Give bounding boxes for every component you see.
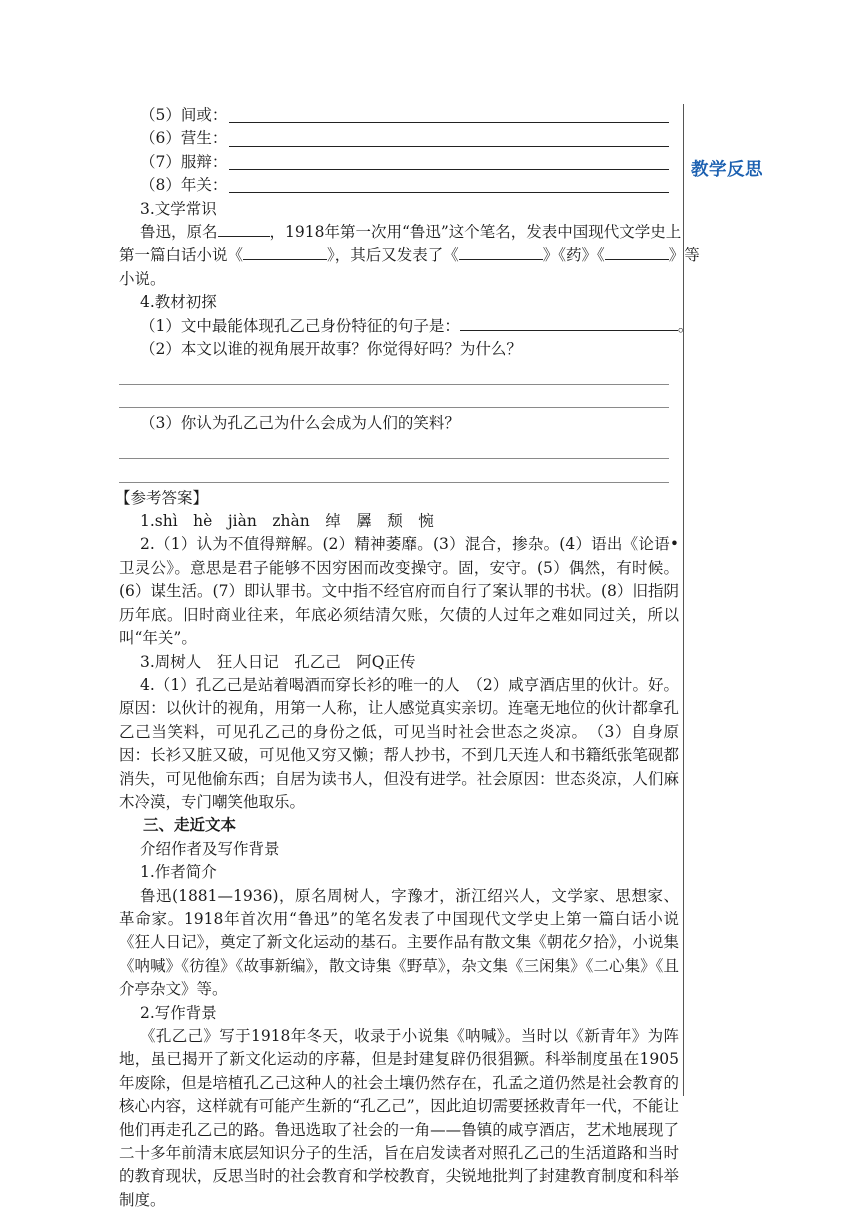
term-row-8	[119, 174, 679, 197]
answer-line[interactable]	[119, 459, 669, 483]
answer-blank[interactable]	[243, 245, 327, 260]
answer-blank[interactable]	[460, 316, 678, 331]
background-heading: 2.写作背景	[140, 1003, 217, 1022]
term-row-5	[119, 104, 679, 127]
answer-blank[interactable]	[229, 132, 669, 147]
question-2: （2）本文以谁的视角展开故事？你觉得好吗？为什么？	[140, 339, 522, 358]
answer-blank[interactable]	[229, 155, 669, 170]
literature-line-1: 鲁迅，原名 ，1918年第一次用“鲁迅”这个笔名，发表中国现代文学史上	[140, 222, 682, 241]
answer-2: 2.（1）认为不值得辩解。(2）精神萎靡。(3）混合，掺杂。(4）语出《论语•卫灵公》。意思是君子能够不因穷困而改变操守。固，安守。(5）偶然，有时候。(6）谋生活。(7）即认罪书。文中指不经官府而自行了案认罪的书状。(8）旧指阴历年底。旧时商业往来，年底必须结清欠账，欠债的人过年之难如同过关，所以叫“年关”。	[119, 535, 679, 648]
answer-line[interactable]	[119, 436, 669, 460]
answer-blank[interactable]	[218, 222, 270, 237]
answer-line[interactable]	[119, 385, 669, 409]
term-row-6	[119, 127, 679, 150]
worksheet-content	[115, 104, 700, 1212]
answer-blank[interactable]	[459, 245, 543, 260]
literature-line-3: 小说。	[119, 269, 166, 288]
literature-heading: 3.文学常识	[140, 199, 217, 218]
term-label: （8）年关：	[140, 176, 228, 195]
answer-line[interactable]	[119, 361, 669, 385]
term-label: （6）营生：	[140, 129, 228, 148]
question-2-answer-area[interactable]	[119, 361, 679, 408]
section-subheading: 介绍作者及写作背景	[140, 839, 280, 858]
reference-answers-heading: 【参考答案】	[115, 488, 209, 507]
answer-blank[interactable]	[229, 178, 669, 193]
question-1: （1）文中最能体现孔乙己身份特征的句子是： 。	[140, 316, 694, 335]
answer-3: 3.周树人 狂人日记 孔乙己 阿Q正传	[140, 652, 416, 671]
section-heading: 三、走近文本	[143, 816, 237, 835]
term-row-7	[119, 151, 679, 174]
teaching-reflection-title: 教学反思	[691, 160, 763, 180]
question-3-answer-area[interactable]	[119, 436, 679, 483]
background-text: 《孔乙己》写于1918年冬天，收录于小说集《呐喊》。当时以《新青年》为阵地，虽已揭开了新文化运动的序幕，但是封建复辟仍很猖獗。科举制度虽在1905年废除，但是培植孔乙己这种人的社会土壤仍然存在，孔孟之道仍然是社会教育的核心内容，这样就有可能产生新的“孔乙己”，因此迫切需要拯救青年一代，不能让他们再走孔乙己的路。鲁迅选取了社会的一角——鲁镇的咸亨酒店，艺术地展现了二十多年前清末底层知识分子的生活，旨在启发读者对照孔乙己的生活道路和当时的教育现状，反思当时的社会教育和学校教育，尖锐地批判了封建教育制度和科举制度。	[119, 1026, 679, 1209]
explore-heading: 4.教材初探	[140, 293, 217, 312]
term-label: （7）服辩：	[140, 152, 228, 171]
answer-4: 4.（1）孔乙己是站着喝酒而穿长衫的唯一的人 （2）咸亨酒店里的伙计。好。原因：以伙计的视角，用第一人称，让人感觉真实亲切。连毫无地位的伙计都拿孔乙己当笑料，可见孔乙己的身份之低，可见当时社会世态之炎凉。 （3）自身原因：长衫又脏又破，可见他又穷又懒；帮人抄书，不到几天连人和书籍纸张笔砚都消失，可见他偷东西；自居为读书人，但没有进学。社会原因：世态炎凉，人们麻木冷漠，专门嘲笑他取乐。	[119, 675, 679, 811]
question-3: （3）你认为孔乙己为什么会成为人们的笑料？	[140, 414, 460, 433]
answer-1: 1.shì hè jiàn zhàn 绰 羼 颓 惋	[140, 512, 434, 531]
answer-blank[interactable]	[605, 245, 669, 260]
author-intro-text: 鲁迅(1881—1936)，原名周树人，字豫才，浙江绍兴人，文学家、思想家、革命家。1918年首次用“鲁迅”的笔名发表了中国现代文学史上第一篇白话小说《狂人日记》，奠定了新文化运动的基石。主要作品有散文集《朝花夕拾》，小说集《呐喊》《彷徨》《故事新编》，散文诗集《野草》，杂文集《三闲集》《二心集》《且介亭杂文》等。	[119, 886, 679, 999]
literature-line-2: 第一篇白话小说《 》，其后又发表了《 》《药》《 》等	[119, 246, 700, 265]
answer-blank[interactable]	[229, 108, 669, 123]
author-intro-heading: 1.作者简介	[140, 863, 217, 882]
term-label: （5）间或：	[140, 106, 228, 124]
